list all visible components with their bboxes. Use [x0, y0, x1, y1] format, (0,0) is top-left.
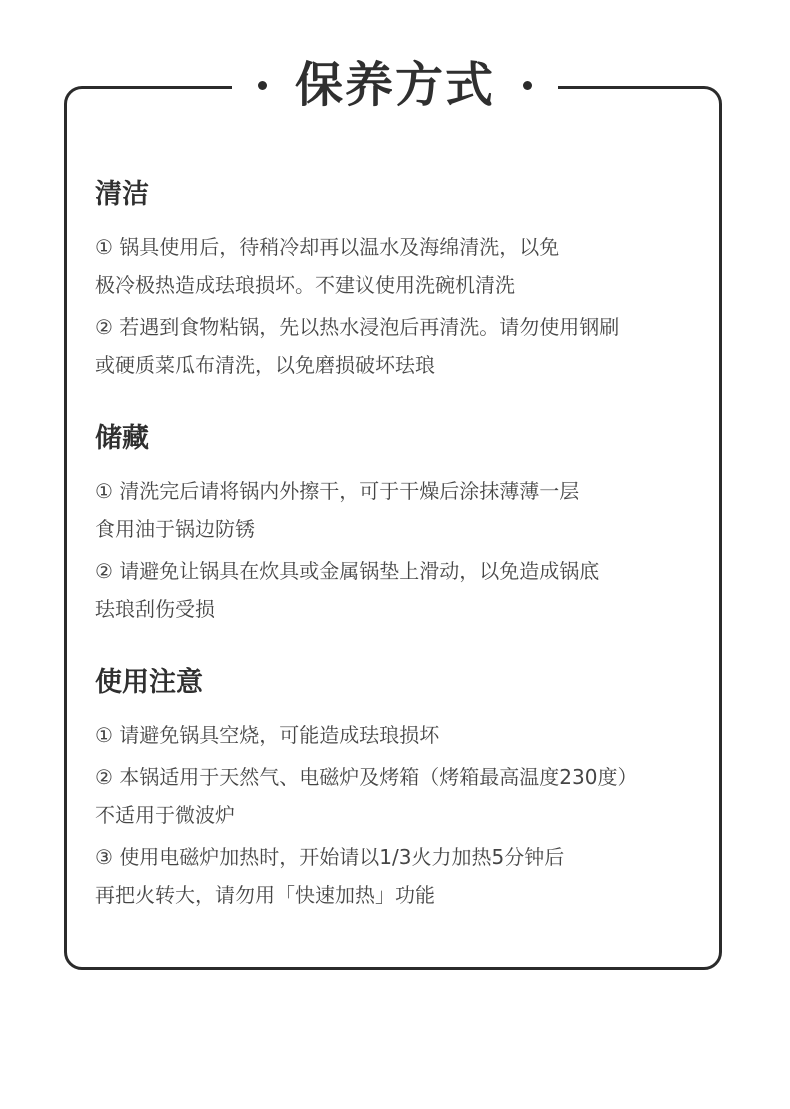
list-item — [95, 758, 715, 834]
list-item — [95, 472, 715, 548]
item-line: ① 锅具使用后，待稍冷却再以温水及海绵清洗，以免 — [95, 235, 560, 259]
title-group — [232, 50, 558, 120]
list-item — [95, 228, 715, 304]
item-line: ② 请避免让锅具在炊具或金属锅垫上滑动，以免造成锅底 — [95, 559, 600, 583]
section-usage-notes — [95, 658, 715, 914]
item-line: 再把火转大，请勿用「快速加热」功能 — [95, 883, 435, 907]
list-item — [95, 716, 715, 754]
item-line: 或硬质菜瓜布清洗，以免磨损破坏珐琅 — [95, 353, 435, 377]
item-line: ② 本锅适用于天然气、电磁炉及烤箱（烤箱最高温度230度） — [95, 765, 638, 789]
title-bar — [0, 50, 790, 120]
item-line: ② 若遇到食物粘锅，先以热水浸泡后再清洗。请勿使用钢刷 — [95, 315, 620, 339]
item-line: ① 清洗完后请将锅内外擦干，可于干燥后涂抹薄薄一层 — [95, 479, 580, 503]
list-item — [95, 552, 715, 628]
section-heading: 清洁 — [95, 179, 149, 210]
section-heading: 使用注意 — [95, 667, 203, 698]
page-title: 保养方式 — [294, 57, 495, 113]
item-line: 极冷极热造成珐琅损坏。不建议使用洗碗机清洗 — [95, 273, 515, 297]
list-item — [95, 308, 715, 384]
list-item — [95, 838, 715, 914]
right-dot-icon — [523, 81, 532, 90]
left-dot-icon — [258, 81, 267, 90]
section-cleaning — [95, 170, 715, 384]
item-line: 珐琅刮伤受损 — [95, 597, 215, 621]
care-content — [95, 170, 715, 944]
item-line: ③ 使用电磁炉加热时，开始请以1/3火力加热5分钟后 — [95, 845, 565, 869]
item-line: ① 请避免锅具空烧，可能造成珐琅损坏 — [95, 723, 440, 747]
section-storage — [95, 414, 715, 628]
item-line: 食用油于锅边防锈 — [95, 517, 255, 541]
item-line: 不适用于微波炉 — [95, 803, 235, 827]
section-heading: 储藏 — [95, 423, 149, 454]
